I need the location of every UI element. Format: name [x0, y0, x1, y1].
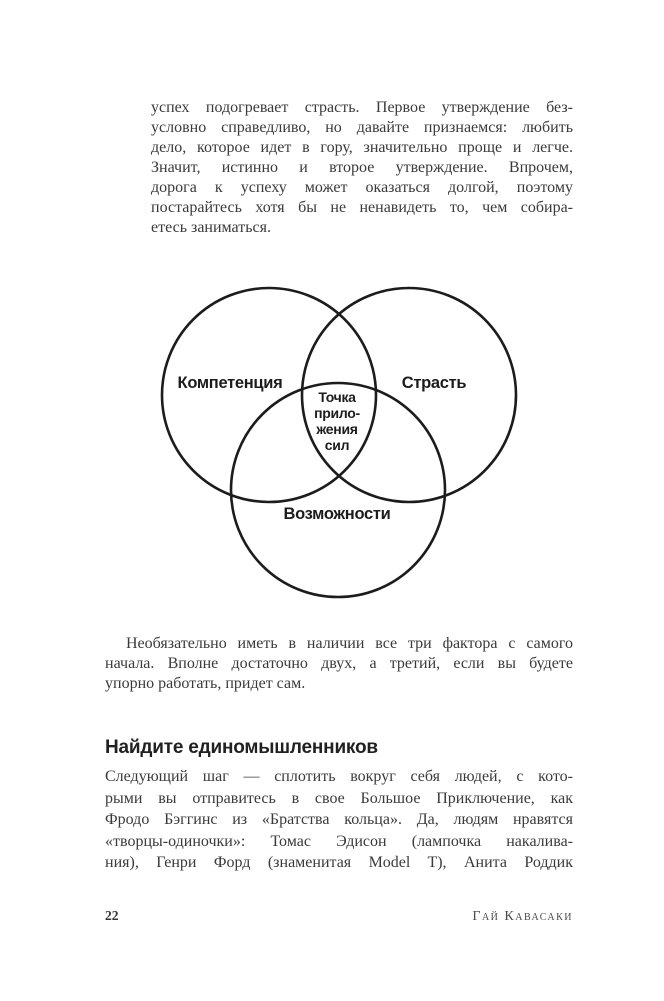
venn-label-passion: Страсть — [401, 374, 467, 392]
text-line: Значит, истинно и второе утверждение. Впрочем, — [151, 159, 573, 176]
venn-label-opportunity: Возможности — [283, 505, 391, 523]
page-footer — [105, 908, 573, 925]
text-line: дорога к успеху может оказаться долгой, поэтому — [151, 179, 573, 196]
text-line: дело, которое идет в гору, значительно проще и легче. — [151, 139, 573, 156]
text-line: успех подогревает страсть. Первое утверждение без- — [151, 99, 573, 116]
text-line: Следующий шаг — сплотить вокруг себя людей, с кото- — [105, 768, 573, 785]
text-line: «творцы-одиночки»: Томас Эдисон (лампочка накалива- — [105, 832, 573, 850]
text-line: етесь заниматься. — [151, 219, 271, 236]
venn-center-label — [287, 389, 387, 453]
text-line: прило- — [314, 405, 360, 421]
venn-label-competence: Компетенция — [177, 374, 283, 392]
text-line: Фродо Бэггинс из «Братства кольца». Да, людям нравятся — [105, 811, 573, 828]
text-line: условно справедливо, но давайте признаемся: любить — [151, 119, 573, 136]
text-line: постарайтесь хотя бы не ненавидеть то, чем собира- — [151, 199, 573, 216]
section-heading: Найдите единомышленников — [105, 737, 378, 758]
text-line: ния), Генри Форд (знаменитая Model T), Анита Роддик — [105, 854, 573, 871]
paragraph-find-likeminded — [105, 766, 573, 874]
text-line: начала. Вполне достаточно двух, а третий, если вы будете — [105, 655, 573, 672]
running-title-author: Гай Кавасаки — [472, 909, 573, 924]
text-line: упорно работать, придет сам. — [105, 675, 306, 692]
paragraph-three-factors — [105, 634, 573, 694]
text-line: рыми вы отправитесь в свое Большое Приключение, как — [105, 789, 573, 807]
page-number: 22 — [105, 908, 119, 923]
text-line: сил — [324, 437, 350, 453]
text-line: Точка — [318, 389, 356, 405]
text-line: Необязательно иметь в наличии все три фактора с самого — [126, 635, 573, 652]
text-line: жения — [316, 421, 358, 437]
